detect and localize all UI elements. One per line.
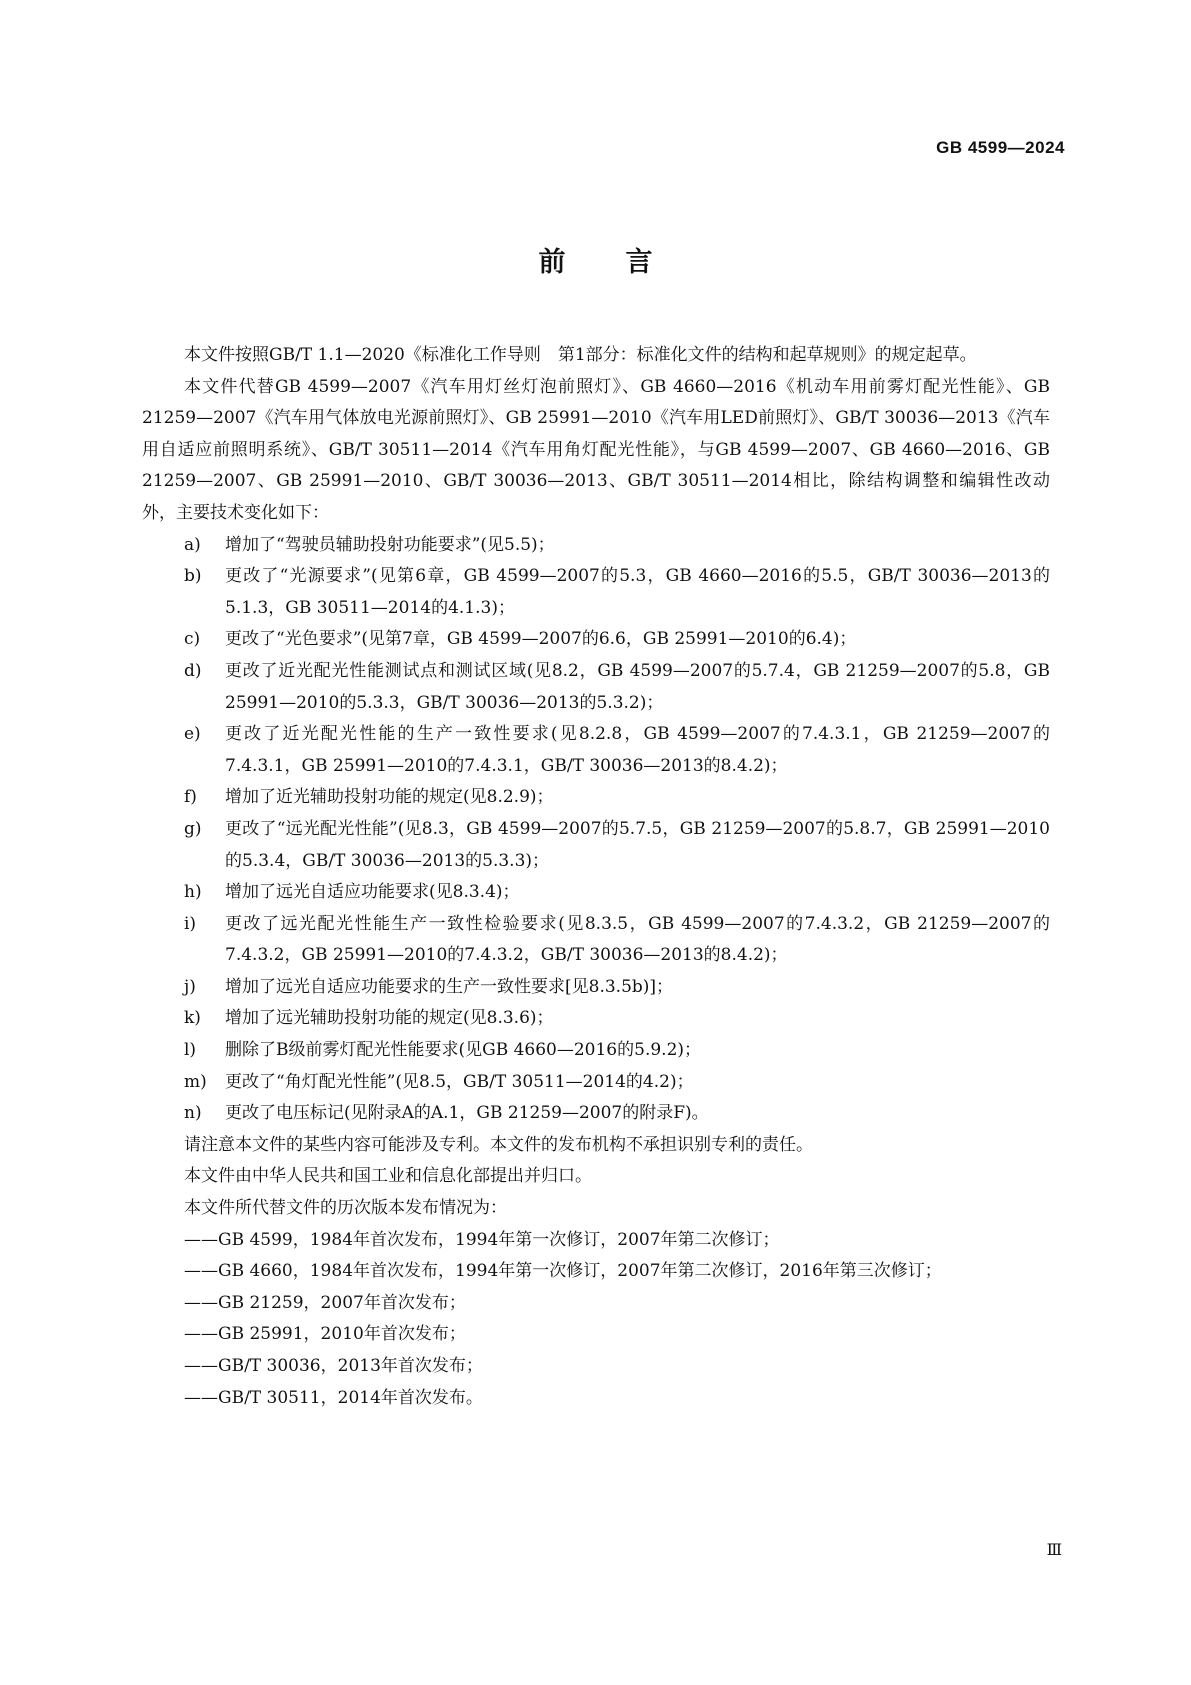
change-item-label: m) xyxy=(184,1071,207,1092)
change-item-label: k) xyxy=(184,1008,201,1029)
change-item-text: 增加了“驾驶员辅助投射功能要求”(见5.5)； xyxy=(225,534,555,555)
page-title: 前言 xyxy=(538,247,713,278)
technical-changes-list xyxy=(142,530,1050,1130)
change-item-label: i) xyxy=(184,913,197,934)
version-history-list xyxy=(142,1225,1050,1415)
change-item-label: a) xyxy=(184,534,201,555)
change-item xyxy=(142,656,1050,719)
change-item-label: f) xyxy=(184,787,197,808)
change-item-label: g) xyxy=(184,818,202,839)
change-item xyxy=(142,624,1050,656)
patent-notice: 请注意本文件的某些内容可能涉及专利。本文件的发布机构不承担识别专利的责任。 xyxy=(184,1134,813,1155)
history-item: ——GB/T 30511，2014年首次发布。 xyxy=(184,1387,483,1408)
history-intro: 本文件所代替文件的历次版本发布情况为： xyxy=(184,1198,507,1219)
change-item-label: j) xyxy=(184,976,196,997)
change-item-label: e) xyxy=(184,724,201,745)
change-item-text: 更改了“远光配光性能”(见8.3，GB 4599—2007的5.7.5，GB 21259—2007的5.8.7，GB 25991—2010的5.3.4，GB/T 30036—2013的5.3.3)； xyxy=(225,818,1050,871)
change-item-text: 更改了近光配光性能测试点和测试区域(见8.2，GB 4599—2007的5.7.4，GB 21259—2007的5.8，GB 25991—2010的5.3.3，GB/T 30036—2013的5.3.2)； xyxy=(225,660,1050,713)
change-item xyxy=(142,782,1050,814)
change-item xyxy=(142,719,1050,782)
change-item-label: b) xyxy=(184,566,202,587)
change-item-label: h) xyxy=(184,882,202,903)
replacement-paragraph: 本文件代替GB 4599—2007《汽车用灯丝灯泡前照灯》、GB 4660—2016《机动车用前雾灯配光性能》、GB 21259—2007《汽车用气体放电光源前照灯》、GB 25991—2010《汽车用LED前照灯》、GB/T 30036—2013《汽车用自适应前照明系统》、GB/T 30511—2014《汽车用角灯配光性能》，与GB 4599—2007、GB 4660—2016、GB 21259—2007、GB 25991—2010、GB/T 30036—2013、GB/T 30511—2014相比，除结构调整和编辑性改动外，主要技术变化如下： xyxy=(142,376,1050,523)
change-item xyxy=(142,530,1050,562)
history-item: ——GB 4599，1984年首次发布，1994年第一次修订，2007年第二次修订； xyxy=(184,1229,780,1250)
change-item-text: 增加了近光辅助投射功能的规定(见8.2.9)； xyxy=(225,787,554,808)
change-item-label: d) xyxy=(184,660,202,681)
change-item-label: l) xyxy=(184,1040,197,1061)
change-item-text: 删除了B级前雾灯配光性能要求(见GB 4660—2016的5.9.2)； xyxy=(225,1040,702,1061)
drafting-rules-paragraph: 本文件按照GB/T 1.1—2020《标准化工作导则 第1部分：标准化文件的结构和起草规则》的规定起草。 xyxy=(184,345,977,365)
change-item xyxy=(142,1035,1050,1067)
change-item xyxy=(142,1067,1050,1099)
proposer-statement: 本文件由中华人民共和国工业和信息化部提出并归口。 xyxy=(184,1166,592,1187)
change-item-text: 增加了远光自适应功能要求的生产一致性要求[见8.3.5b)]； xyxy=(225,976,674,997)
change-item-label: c) xyxy=(184,629,201,650)
change-item xyxy=(142,561,1050,624)
change-item xyxy=(142,972,1050,1004)
change-item-text: 更改了“角灯配光性能”(见8.5，GB/T 30511—2014的4.2)； xyxy=(225,1071,694,1092)
change-item-text: 更改了“光色要求”(见第7章，GB 4599—2007的6.6，GB 25991—2010的6.4)； xyxy=(225,629,857,650)
history-item: ——GB/T 30036，2013年首次发布； xyxy=(184,1356,483,1376)
history-item: ——GB 4660，1984年首次发布，1994年第一次修订，2007年第二次修订，2016年第三次修订； xyxy=(184,1261,942,1282)
foreword-body xyxy=(142,340,1050,1414)
history-item: ——GB 21259，2007年首次发布； xyxy=(184,1292,466,1313)
change-item xyxy=(142,1098,1050,1130)
change-item xyxy=(142,909,1050,972)
page-number: Ⅲ xyxy=(1046,1542,1062,1559)
change-item-text: 增加了远光辅助投射功能的规定(见8.3.6)； xyxy=(225,1008,554,1029)
history-item: ——GB 25991，2010年首次发布； xyxy=(184,1324,466,1345)
change-item xyxy=(142,814,1050,877)
change-item-label: n) xyxy=(184,1103,202,1124)
change-item-text: 增加了远光自适应功能要求(见8.3.4)； xyxy=(225,882,520,903)
change-item-text: 更改了近光配光性能的生产一致性要求(见8.2.8，GB 4599—2007的7.4.3.1，GB 21259—2007的7.4.3.1，GB 25991—2010的7.4.3.1，GB/T 30036—2013的8.4.2)； xyxy=(225,724,1050,776)
change-item-text: 更改了远光配光性能生产一致性检验要求(见8.3.5，GB 4599—2007的7.4.3.2，GB 21259—2007的7.4.3.2，GB 25991—2010的7.4.3.2，GB/T 30036—2013的8.4.2)； xyxy=(225,913,1050,966)
change-item xyxy=(142,877,1050,909)
change-item-text: 更改了电压标记(见附录A的A.1，GB 21259—2007的附录F)。 xyxy=(225,1103,709,1124)
change-item xyxy=(142,1003,1050,1035)
change-item-text: 更改了“光源要求”(见第6章，GB 4599—2007的5.3，GB 4660—2016的5.5，GB/T 30036—2013的5.1.3，GB 30511—2014的4.1.3)； xyxy=(225,566,1050,618)
document-number: GB 4599—2024 xyxy=(936,138,1065,157)
